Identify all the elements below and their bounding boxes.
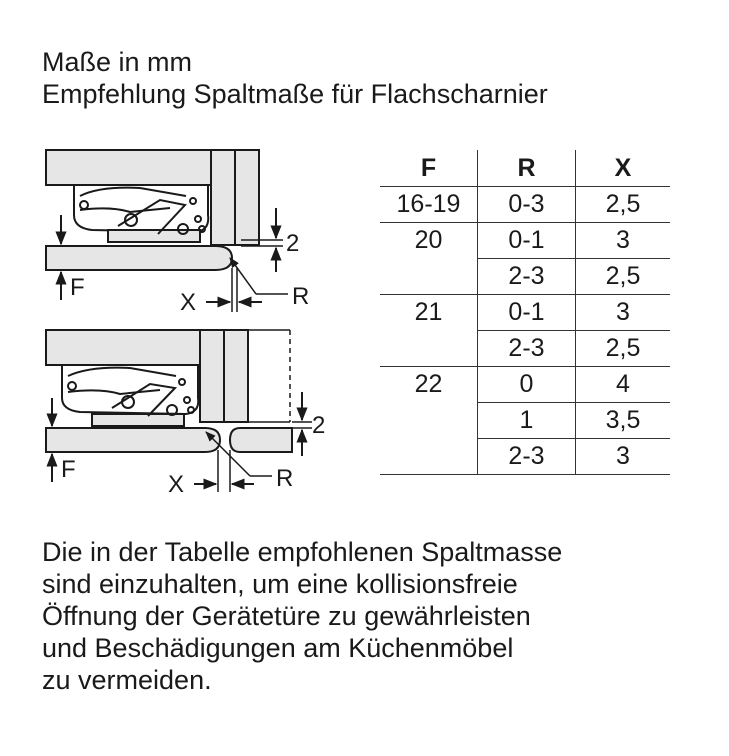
table-row [380,439,670,475]
label-gap-2: 2 [312,412,326,439]
page-title: Empfehlung Spaltmaße für Flachscharnier [42,79,548,109]
table-header-row [380,150,670,187]
cell-x: 3,5 [576,403,671,439]
label-x-1: X [180,289,197,316]
cell-x: 2,5 [576,331,671,367]
table-row [380,295,670,331]
note-line: Öffnung der Gerätetüre zu gewährleisten [42,601,531,631]
cell-r: 2-3 [478,331,576,367]
cell-r: 0-1 [478,223,576,259]
label-r-2: R [276,465,294,492]
cell-x: 2,5 [576,187,671,223]
cell-x: 4 [576,367,671,403]
cell-r: 0-1 [478,295,576,331]
door-panel [46,246,232,270]
note-line: Die in der Tabelle empfohlenen Spaltmasse [42,537,563,567]
label-f-1: F [70,274,85,301]
note-line: zu vermeiden. [42,665,212,695]
table-row [380,367,670,403]
cabinet-top-panel [46,150,211,185]
cell-f [380,403,478,439]
col-header-f: F [380,150,478,187]
instruction-note [42,536,562,696]
cell-r: 0-3 [478,187,576,223]
cell-f: 22 [380,367,478,403]
door-panel [46,428,220,452]
table-row [380,259,670,295]
cell-f [380,331,478,367]
appliance-side-panel [224,330,248,422]
note-line: und Beschädigungen am Küchenmöbel [42,633,514,663]
table-row [380,187,670,223]
cell-f: 16-19 [396,190,461,218]
col-header-x: X [576,150,671,187]
diagram-offset-hinge [46,330,312,492]
table-row [380,223,670,259]
gap-table [380,150,670,475]
cabinet-side-panel [211,150,235,245]
cell-x: 3 [576,295,671,331]
cabinet-side-panel [200,330,224,422]
label-x-2: X [168,471,185,498]
cell-f [380,439,478,475]
cell-f [380,259,478,295]
units-caption: Maße in mm [42,47,193,77]
label-r-1: R [292,283,310,310]
cell-f: 21 [380,295,478,331]
cell-r: 0 [478,367,576,403]
table-row [380,403,670,439]
label-gap-1: 2 [286,230,300,257]
cell-x: 2,5 [576,259,671,295]
note-line: sind einzuhalten, um eine kollisionsfreie [42,569,518,599]
cell-f: 20 [380,223,478,259]
appliance-side-panel [235,150,259,245]
col-header-r: R [478,150,576,187]
cell-x: 3 [576,439,671,475]
cell-r: 2-3 [478,439,576,475]
cell-r: 2-3 [478,259,576,295]
table-row [380,331,670,367]
cabinet-top-panel [46,330,200,365]
cell-r: 1 [478,403,576,439]
appliance-door-panel [230,428,292,452]
cell-x: 3 [576,223,671,259]
label-f-2: F [61,456,76,483]
